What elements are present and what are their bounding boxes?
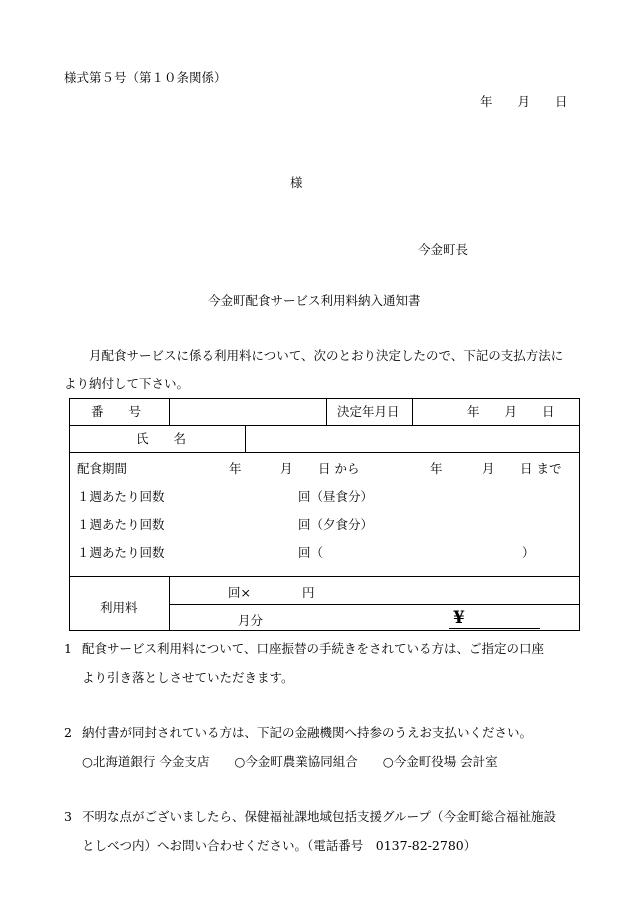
document-title: 今金町配食サービス利用料納入通知書 — [208, 293, 421, 308]
fee-yen-unit: 円 — [302, 585, 315, 600]
note-2-line-2: ○北海道銀行 今金支店 ○今金町農業協同組合 ○今金町役場 会計室 — [82, 754, 498, 769]
weekly-count-value-other: 回（ — [298, 545, 324, 560]
form-divider-decision-right — [412, 399, 413, 425]
period-from-year: 年 — [229, 461, 242, 476]
form-rule-1 — [70, 425, 579, 426]
form-rule-2 — [70, 452, 579, 453]
note-3-number: 3 — [64, 809, 72, 824]
form-rule-4 — [169, 604, 579, 605]
period-from-month: 月 — [280, 461, 293, 476]
decision-date-value: 年 月 日 — [467, 404, 555, 419]
number-label: 番 号 — [91, 404, 142, 419]
intro-line-2: より納付して下さい。 — [64, 376, 190, 391]
period-to-day: 日 まで — [520, 461, 562, 476]
weekly-count-value-dinner: 回（夕食分） — [298, 517, 374, 532]
weekly-count-close-other: ） — [522, 545, 535, 560]
issuer-name: 今金町長 — [418, 242, 469, 257]
fee-times-x: 回× — [228, 585, 251, 600]
period-from-day: 日 から — [318, 461, 360, 476]
note-2-line-1: 納付書が同封されている方は、下記の金融機関へ持参のうえお支払いください。 — [82, 725, 533, 740]
note-2-number: 2 — [64, 725, 72, 740]
fee-label: 利用料 — [100, 600, 138, 615]
period-to-month: 月 — [482, 461, 495, 476]
form-divider-fee — [169, 576, 170, 631]
form-divider-name — [245, 425, 246, 452]
note-3-line-1: 不明な点がございましたら、保健福祉課地域包括支援グループ（今金町総合福祉施設 — [82, 809, 557, 824]
period-to-year: 年 — [430, 461, 443, 476]
date-line: 年 月 日 — [480, 94, 568, 109]
form-rule-3 — [70, 576, 579, 577]
fee-amount-underline — [449, 628, 540, 629]
weekly-count-value-lunch: 回（昼食分） — [298, 489, 374, 504]
name-label: 氏 名 — [136, 431, 187, 446]
fee-yen-symbol: ¥ — [453, 608, 465, 628]
weekly-count-label-other: １週あたり回数 — [77, 545, 165, 560]
note-1-line-2: より引き落としさせていただきます。 — [82, 670, 294, 685]
fee-month-part: 月分 — [238, 613, 264, 628]
fee-notice-form — [69, 398, 580, 631]
recipient-honorific: 様 — [290, 175, 303, 190]
weekly-count-label-lunch: １週あたり回数 — [77, 489, 165, 504]
period-label: 配食期間 — [77, 461, 128, 476]
decision-date-label: 決定年月日 — [337, 404, 400, 419]
form-divider-decision-left — [326, 399, 327, 425]
note-1-line-1: 配食サービス利用料について、口座振替の手続きをされている方は、ご指定の口座 — [82, 641, 545, 656]
intro-line-1: 月配食サービスに係る利用料について、次のとおり決定したので、下記の支払方法に — [64, 348, 564, 363]
note-3-line-2: としべつ内）へお問い合わせください。（電話番号 0137-82-2780） — [82, 838, 477, 853]
note-1-number: 1 — [64, 641, 72, 656]
weekly-count-label-dinner: １週あたり回数 — [77, 517, 165, 532]
form-divider-number — [169, 399, 170, 425]
form-number: 様式第５号（第１０条関係） — [64, 70, 227, 85]
